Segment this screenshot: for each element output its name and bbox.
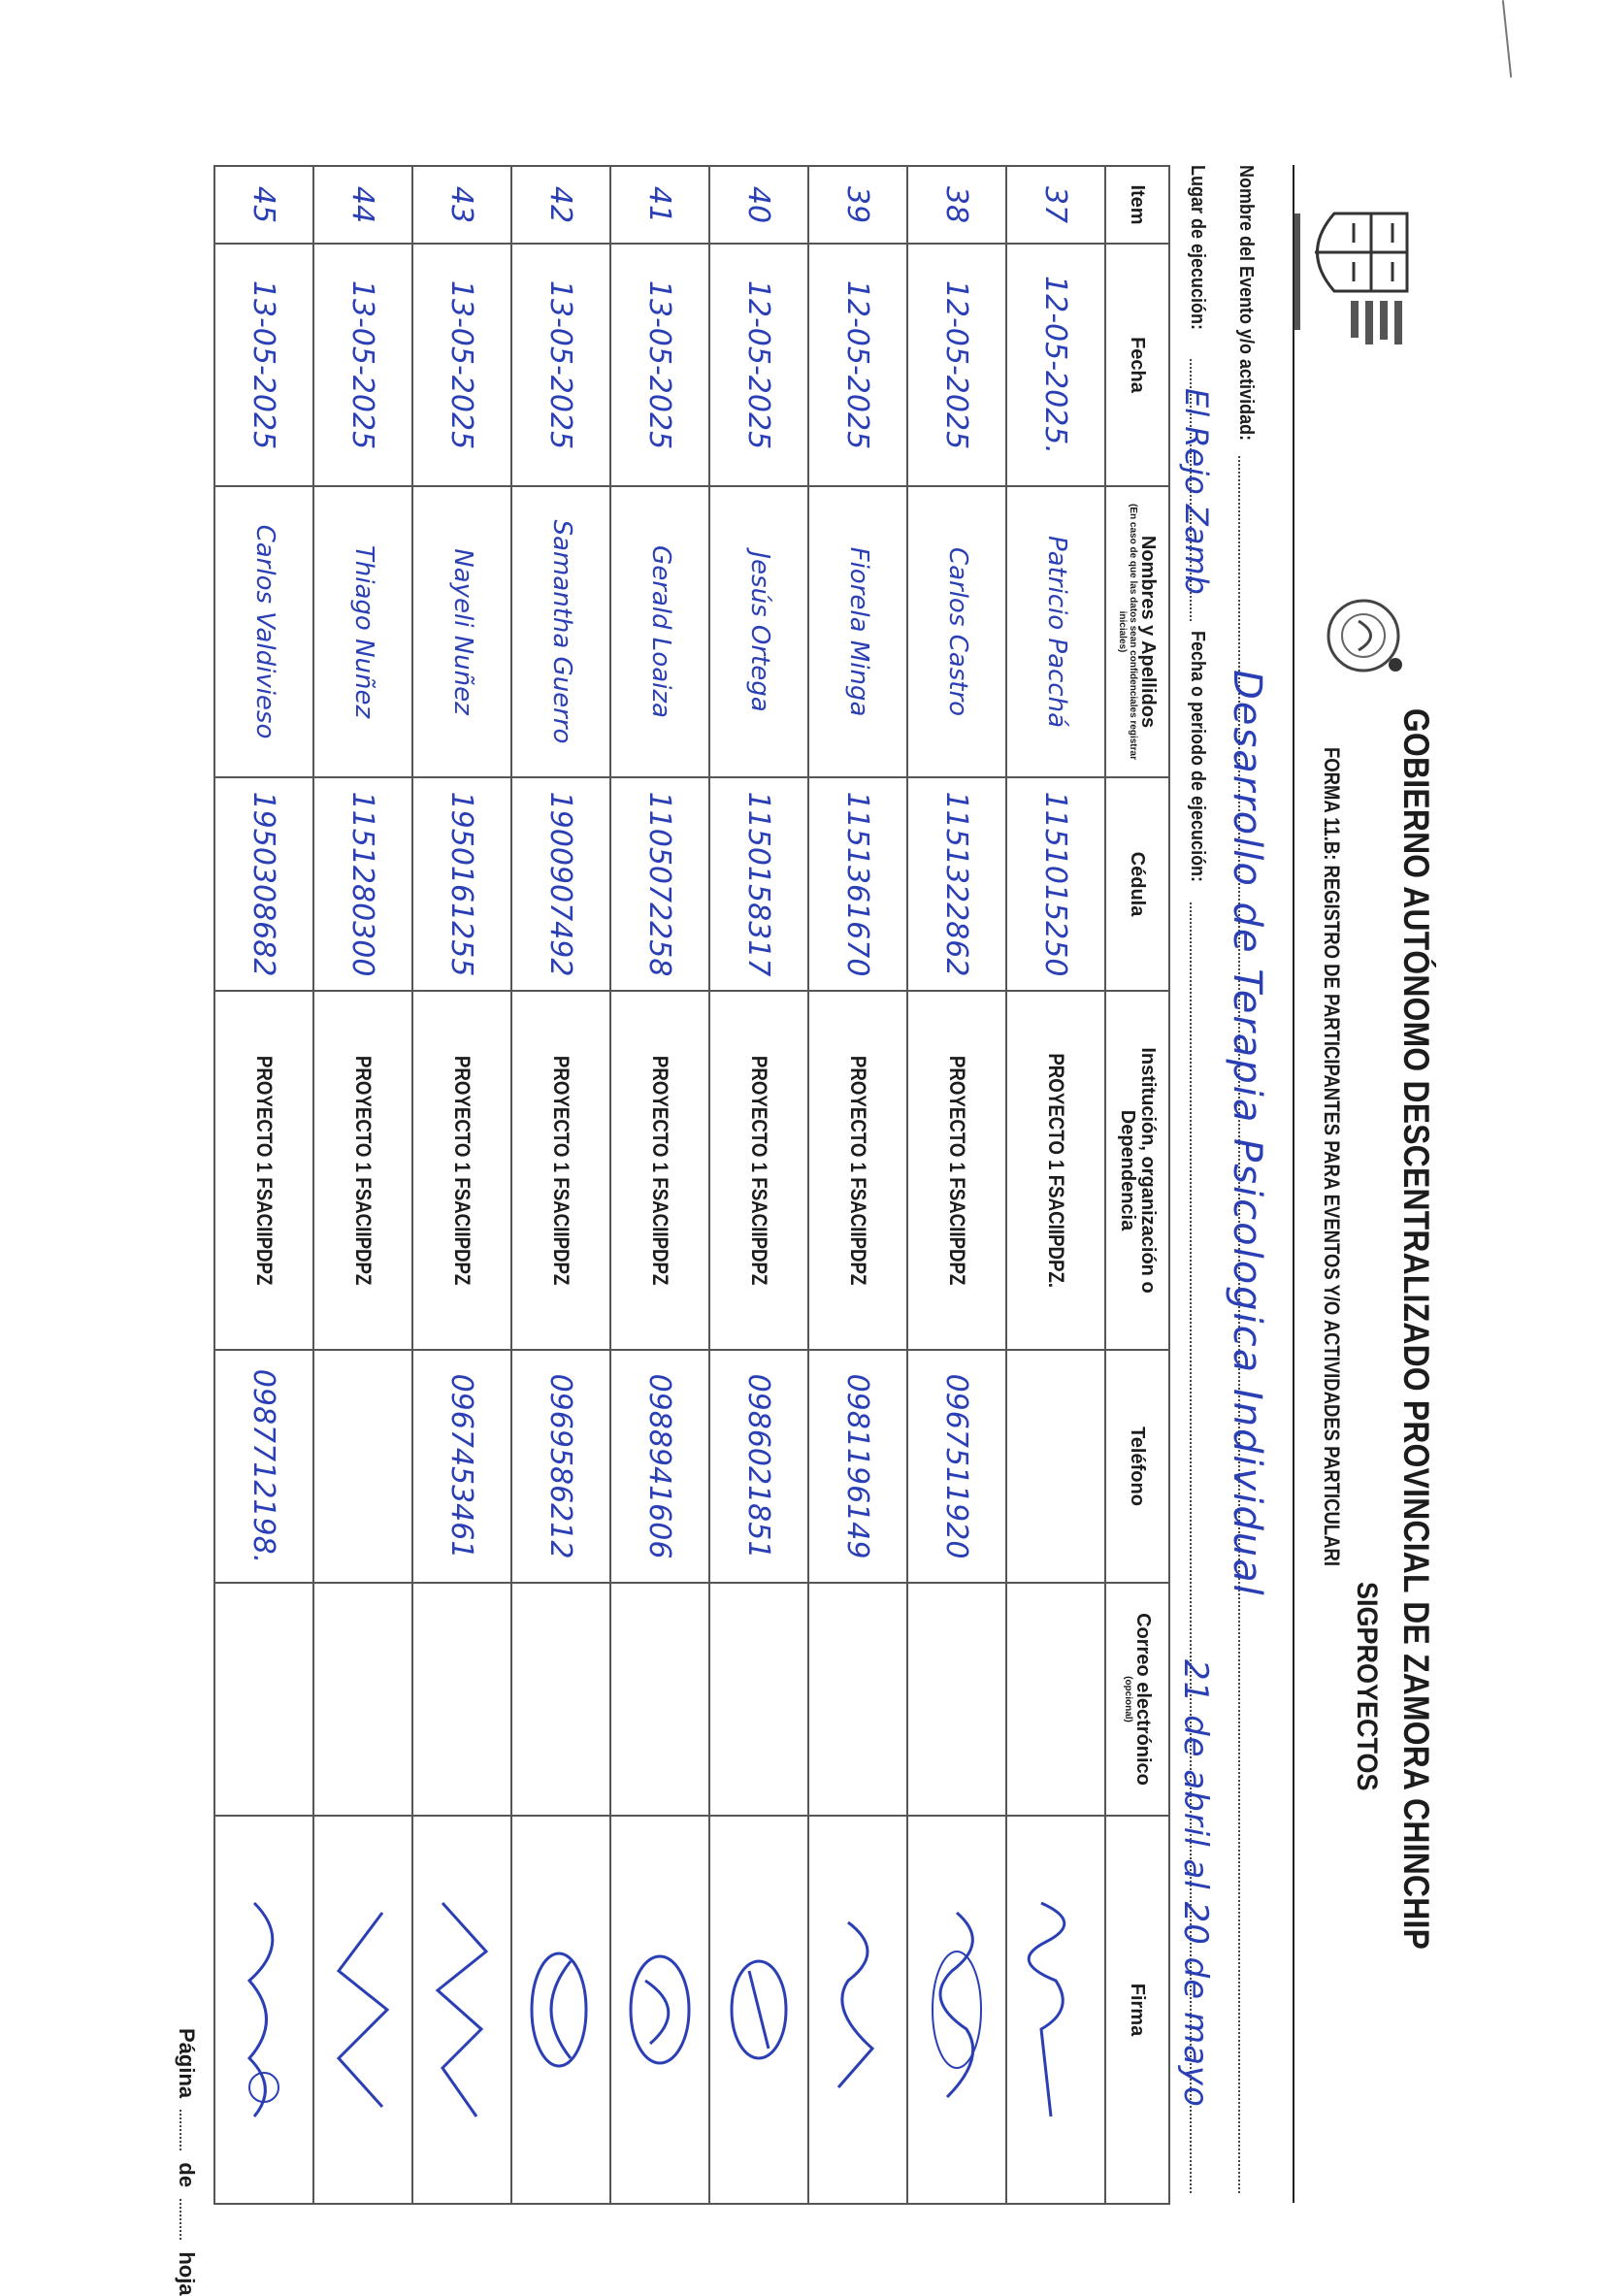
row-cedula: 1151015250 xyxy=(1038,791,1073,977)
row-nombre: Nayeli Nuñez xyxy=(447,548,477,715)
signature-image xyxy=(918,1864,996,2155)
of-word: de xyxy=(175,2162,199,2188)
signature-image xyxy=(225,1864,303,2155)
row-item: 42 xyxy=(543,185,578,224)
table-row xyxy=(313,166,412,2204)
place-label: Lugar de ejecución: xyxy=(1187,165,1208,331)
row-institucion: PROYECTO 1 FSACIIPDPZ xyxy=(747,1055,771,1286)
provincial-logo-icon xyxy=(1281,175,1426,349)
row-item: 45 xyxy=(246,185,281,224)
row-fecha: 12-05-2025 xyxy=(840,279,875,450)
row-fecha: 13-05-2025 xyxy=(642,279,677,450)
row-item: 44 xyxy=(345,185,380,224)
table-row xyxy=(1006,166,1105,2204)
col-cedula: Cédula xyxy=(1105,777,1169,991)
event-value: Desarrollo de Terapia Psicologica Individual xyxy=(1225,670,1269,1597)
col-nombres xyxy=(1105,486,1169,777)
table-header-row xyxy=(1105,166,1169,2204)
table-row xyxy=(907,166,1006,2204)
row-telefono: 0987712198. xyxy=(246,1368,281,1564)
event-field xyxy=(1225,165,1269,2203)
row-cedula: 1950161255 xyxy=(444,791,479,977)
row-fecha: 12-05-2025. xyxy=(1038,276,1073,454)
col-correo xyxy=(1105,1583,1169,1816)
row-nombre: Fiorela Minga xyxy=(843,546,873,717)
signature-image xyxy=(621,1864,699,2155)
place-period-field xyxy=(1176,165,1221,2203)
signature-image xyxy=(819,1864,897,2155)
seal-icon xyxy=(1320,592,1407,679)
table-row xyxy=(412,166,511,2204)
row-fecha: 13-05-2025 xyxy=(246,279,281,450)
signature-image xyxy=(324,1864,402,2155)
row-cedula: 1900907492 xyxy=(543,791,578,977)
row-telefono: 0967511920 xyxy=(939,1373,974,1559)
header-divider xyxy=(1293,165,1294,2203)
row-nombre: Patricio Pacchá xyxy=(1041,535,1071,729)
row-institucion: PROYECTO 1 FSACIIPDPZ xyxy=(945,1055,969,1286)
period-value: 21 de abril al 20 de mayo xyxy=(1176,1659,1215,2108)
row-telefono: 0986021851 xyxy=(741,1373,776,1559)
row-cedula: 1151361670 xyxy=(840,791,875,977)
row-nombre: Jesús Ortega xyxy=(744,551,774,712)
row-cedula: 1150158317 xyxy=(741,791,776,977)
page-footer xyxy=(174,2028,199,2296)
col-item: Item xyxy=(1105,166,1169,244)
col-telefono: Teléfono xyxy=(1105,1350,1169,1583)
row-telefono: 0981196149 xyxy=(840,1373,875,1559)
row-fecha: 13-05-2025 xyxy=(444,279,479,450)
participants-table xyxy=(213,165,1170,2205)
form-name: FORMA 11.B: REGISTRO DE PARTICIPANTES PARA EVENTOS Y/O ACTIVIDADES PARTICULARI xyxy=(1320,747,1344,1567)
page-title: GOBIERNO AUTÓNOMO DESCENTRALIZADO PROVINCIAL DE ZAMORA CHINCHIP xyxy=(1396,708,1436,1951)
row-item: 37 xyxy=(1038,185,1073,224)
row-cedula: 1151280300 xyxy=(345,791,380,977)
row-institucion: PROYECTO 1 FSACIIPDPZ xyxy=(450,1055,475,1286)
row-nombre: Gerald Loaiza xyxy=(645,545,675,718)
row-cedula: 1950308682 xyxy=(246,791,281,977)
signature-image xyxy=(522,1864,600,2155)
row-fecha: 12-05-2025 xyxy=(939,279,974,450)
row-cedula: 1105072258 xyxy=(642,791,677,977)
row-item: 41 xyxy=(642,185,677,224)
row-item: 38 xyxy=(939,185,974,224)
table-row xyxy=(709,166,808,2204)
table-row xyxy=(808,166,907,2204)
row-telefono: 0967453461 xyxy=(444,1373,479,1559)
row-cedula: 1151322862 xyxy=(939,791,974,977)
signature-image xyxy=(423,1864,501,2155)
row-nombre: Thiago Nuñez xyxy=(348,544,378,719)
row-institucion: PROYECTO 1 FSACIIPDPZ xyxy=(648,1055,672,1286)
row-item: 43 xyxy=(444,185,479,224)
row-institucion: PROYECTO 1 FSACIIPDPZ xyxy=(351,1055,376,1286)
scan-edge xyxy=(1502,0,1512,78)
col-nombres-note: (En caso de que las datos sean confidenciales registrar iniciales) xyxy=(1117,504,1138,760)
sheet-word: hoja xyxy=(175,2251,199,2296)
col-fecha: Fecha xyxy=(1105,244,1169,486)
row-item: 40 xyxy=(741,185,776,224)
row-item: 39 xyxy=(840,185,875,224)
row-fecha: 12-05-2025 xyxy=(741,279,776,450)
row-telefono: 0988941606 xyxy=(642,1373,677,1559)
col-correo-note: (opcional) xyxy=(1122,1676,1133,1722)
place-value: El Rejo Zamb xyxy=(1178,388,1215,595)
col-firma: Firma xyxy=(1105,1816,1169,2204)
event-label: Nombre del Evento y/o actividad: xyxy=(1235,165,1257,442)
form-sheet xyxy=(175,165,1436,2296)
system-name: SIGPROYECTOS xyxy=(1351,1582,1383,1791)
row-fecha: 13-05-2025 xyxy=(345,279,380,450)
col-institucion: Institución, organización o Dependencia xyxy=(1105,991,1169,1350)
row-institucion: PROYECTO 1 FSACIIPDPZ xyxy=(549,1055,573,1286)
row-institucion: PROYECTO 1 FSACIIPDPZ xyxy=(846,1055,870,1286)
page-word: Página xyxy=(175,2028,199,2099)
table-row xyxy=(610,166,709,2204)
row-nombre: Carlos Castro xyxy=(942,546,972,717)
form-header xyxy=(1271,165,1436,2203)
signature-image xyxy=(720,1864,798,2155)
row-institucion: PROYECTO 1 FSACIIPDPZ. xyxy=(1044,1053,1068,1288)
table-row xyxy=(511,166,610,2204)
total-number-blank xyxy=(180,2199,181,2240)
table-row xyxy=(214,166,313,2204)
row-telefono: 0969586212 xyxy=(543,1373,578,1559)
period-label: Fecha o periodo de ejecución: xyxy=(1187,631,1208,883)
col-nombres-label: Nombres y Apellidos xyxy=(1137,535,1159,729)
signature-image xyxy=(1017,1864,1095,2155)
row-nombre: Carlos Valdivieso xyxy=(249,524,279,739)
row-fecha: 13-05-2025 xyxy=(543,279,578,450)
col-correo-label: Correo electrónico xyxy=(1131,1613,1154,1786)
row-institucion: PROYECTO 1 FSACIIPDPZ xyxy=(252,1055,277,1286)
page-number-blank xyxy=(180,2110,181,2150)
row-nombre: Samantha Guerro xyxy=(546,519,576,744)
